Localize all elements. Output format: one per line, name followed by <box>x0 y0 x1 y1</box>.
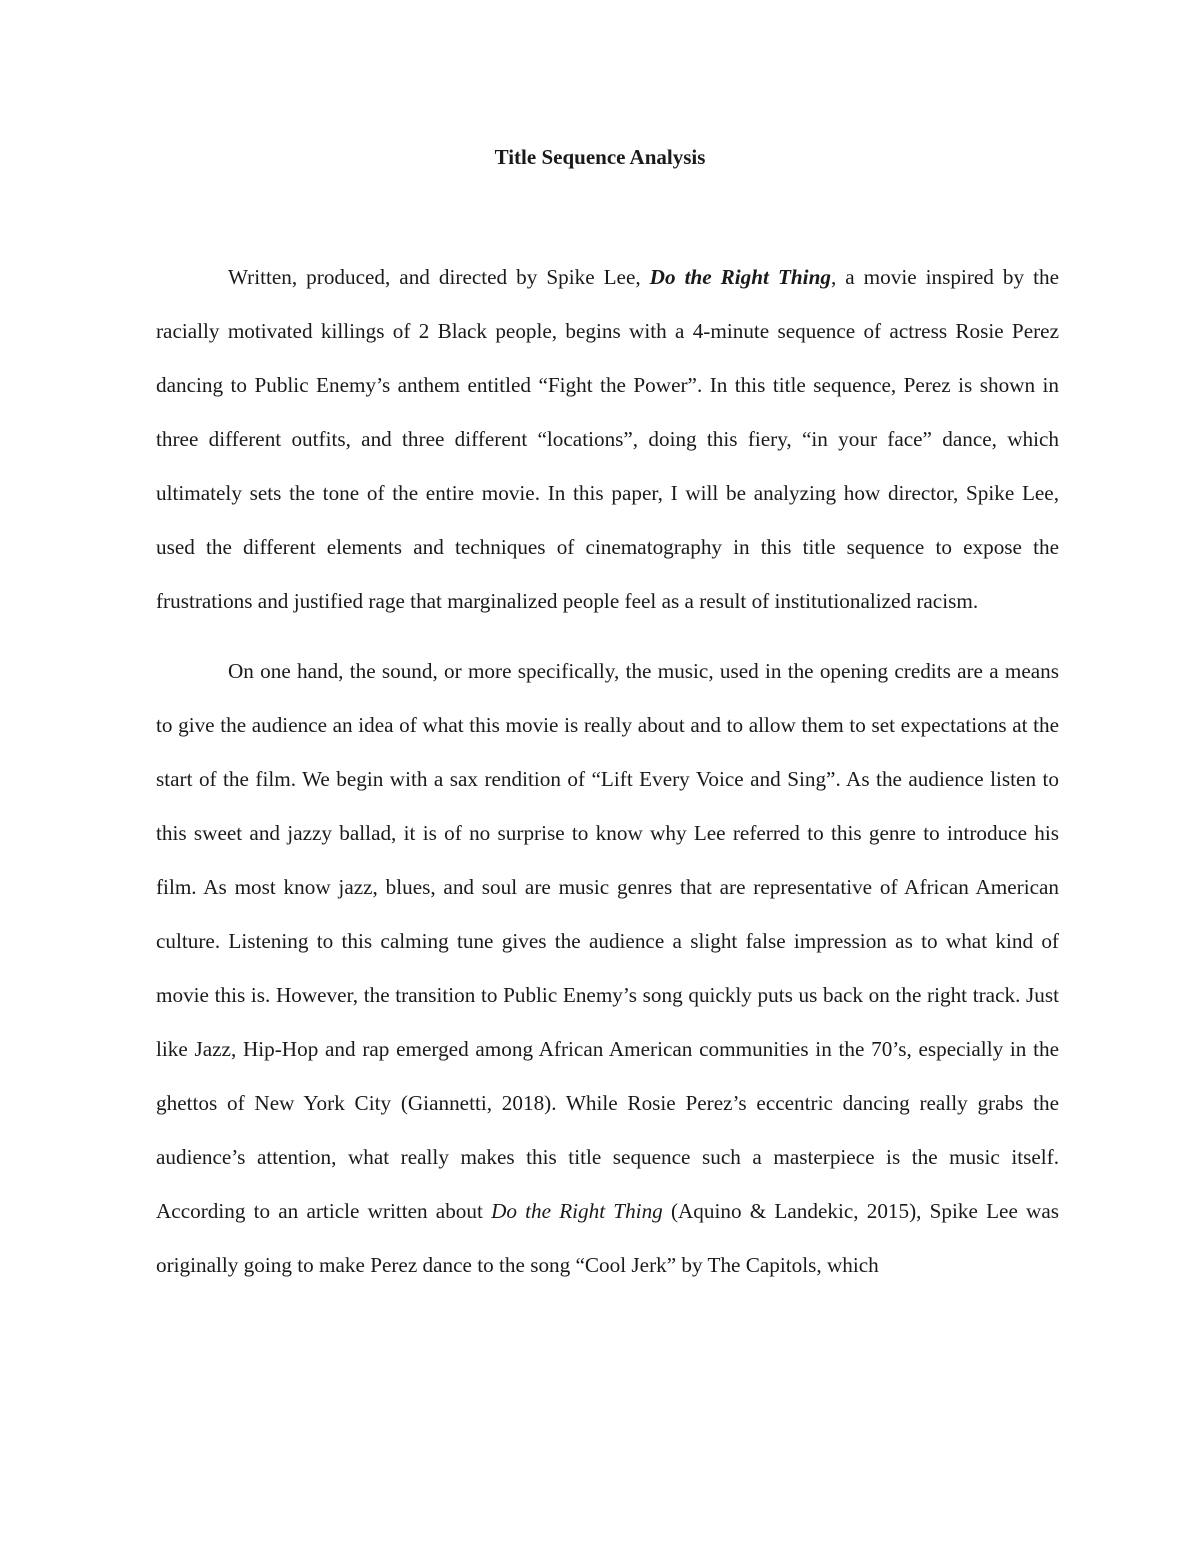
film-title-italic: Do the Right Thing <box>491 1199 663 1223</box>
paragraph-music-text-end: (Aquino & Landekic, 2015), Spike Lee was originally going to make Perez dance to the song “Cool Jerk” by The Capitols, which <box>156 1199 1059 1277</box>
paragraph-intro-text-end: , a movie inspired by the racially motivated killings of 2 Black people, begins with a 4-minute sequence of actress Rosie Perez dancing to Public Enemy’s anthem entitled “Fight the Power”. In this title sequence, Perez is shown in three different outfits, and three different “locations”, doing this fiery, “in your face” dance, which ultimately sets the tone of the entire movie. In this paper, I will be analyzing how director, Spike Lee, used the different elements and techniques of cinematography in this title sequence to expose the frustrations and justified rage that marginalized people feel as a result of institutionalized racism. <box>156 265 1059 613</box>
paragraph-music-text-start: On one hand, the sound, or more specifically, the music, used in the opening credits are a means to give the audience an idea of what this movie is really about and to allow them to set expectations at the start of the film. We begin with a sax rendition of “Lift Every Voice and Sing”. As the audience listen to this sweet and jazzy ballad, it is of no surprise to know why Lee referred to this genre to introduce his film. As most know jazz, blues, and soul are music genres that are representative of African American culture. Listening to this calming tune gives the audience a slight false impression as to what kind of movie this is. However, the transition to Public Enemy’s song quickly puts us back on the right track. Just like Jazz, Hip-Hop and rap emerged among African American communities in the 70’s, especially in the ghettos of New York City (Giannetti, 2018). While Rosie Perez’s eccentric dancing really grabs the audience’s attention, what really makes this title sequence such a masterpiece is the music itself. According to an article written about <box>156 659 1059 1223</box>
paragraph-intro <box>156 250 1059 628</box>
paragraph-music <box>156 644 1059 1292</box>
document-body <box>156 250 1059 1292</box>
document-title: Title Sequence Analysis <box>494 145 706 169</box>
paragraph-intro-text-start: Written, produced, and directed by Spike Lee, <box>228 265 650 289</box>
film-title-emphasis: Do the Right Thing <box>649 265 831 289</box>
